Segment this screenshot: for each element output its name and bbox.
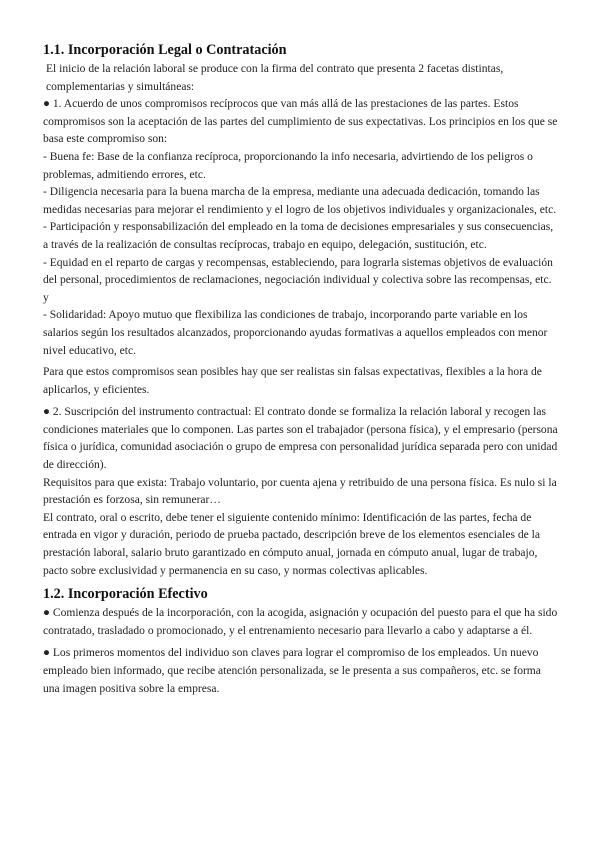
requisitos-paragraph: Requisitos para que exista: Trabajo voluntario, por cuenta ajena y retribuido de una persona física. Es nulo si la prestación es forzosa, sin remunerar…: [43, 476, 557, 507]
point-primeros-momentos: ● Los primeros momentos del individuo son claves para lograr el compromiso de los empleados. Un nuevo empleado bien informado, que recibe atención personalizada, se le presenta a sus compañeros, etc. se forma una imagen positiva sobre la empresa.: [43, 647, 541, 695]
principle-participacion: - Participación y responsabilización del empleado en la toma de decisiones empresariales y sus consecuencias, a través de la realización de consultas recíprocas, trabajo en equipo, delegación, sustitución, etc.: [43, 221, 554, 251]
section-heading-legal: 1.1. Incorporación Legal o Contratación: [43, 42, 287, 58]
point-acuerdo: ● 1. Acuerdo de unos compromisos recíprocos que van más allá de las prestaciones de las partes. Estos compromisos son la aceptación de las partes del cumplimiento de sus expectativas. Los principios en los que se basa este compromiso son:: [43, 98, 558, 146]
principle-solidaridad: - Solidaridad: Apoyo mutuo que flexibiliza las condiciones de trabajo, incorporando parte variable en los salarios según los resultados alcanzados, proporcionando ayudas formativas a aquellos empleados con menor nivel educativo, etc.: [43, 309, 548, 357]
principle-buena-fe: - Buena fe: Base de la confianza recíproca, proporcionando la info necesaria, advirtiendo de los peligros o problemas, admitiendo errores, etc.: [43, 150, 533, 181]
document-content: [43, 41, 559, 698]
principle-diligencia: - Diligencia necesaria para la buena marcha de la empresa, mediante una adecuada dedicación, tomando las medidas necesarias para mejorar el rendimiento y el logro de los objetivos individuales y organizacionales, etc.: [43, 186, 557, 216]
section-heading-efectivo: 1.2. Incorporación Efectivo: [43, 586, 208, 603]
contrato-paragraph: El contrato, oral o escrito, debe tener el siguiente contenido mínimo: Identificación de las partes, fecha de entrada en vigor y duración, periodo de prueba pactado, descripción breve de los elementos esenciales de la prestación laboral, salario bruto garantizado en cómputo anual, jornada en cómputo anual, lugar de trabajo, pacto sobre exclusividad y permanencia en su caso, y normas colectivas aplicables.: [43, 511, 540, 577]
point-comienza: ● Comienza después de la incorporación, con la acogida, asignación y ocupación del puesto para el que ha sido contratado, trasladado o promocionado, y el entrenamiento necesario para llevarlo a cabo y adaptarse a él.: [43, 607, 558, 637]
point-suscripcion: ● 2. Suscripción del instrumento contractual: El contrato donde se formaliza la relación laboral y recogen las condiciones materiales que lo componen. Las partes son el trabajador (persona física), y el empresario (persona física o jurídica, comunidad asociación o grupo de empresa con personalidad jurídica separada pero con unidad de dirección).: [43, 406, 558, 472]
realism-paragraph: Para que estos compromisos sean posibles hay que ser realistas sin falsas expectativas, flexibles a la hora de aplicarlos, y eficientes.: [43, 366, 542, 396]
intro-paragraph: El inicio de la relación laboral se produce con la firma del contrato que presenta 2 facetas distintas, complementarias y simultáneas:: [46, 63, 504, 93]
principle-equidad: - Equidad en el reparto de cargas y recompensas, estableciendo, para lograrla sistemas objetivos de evaluación del personal, procedimientos de reclamaciones, negociación individual y colectiva sobre las recompensas, etc. y: [43, 256, 553, 304]
